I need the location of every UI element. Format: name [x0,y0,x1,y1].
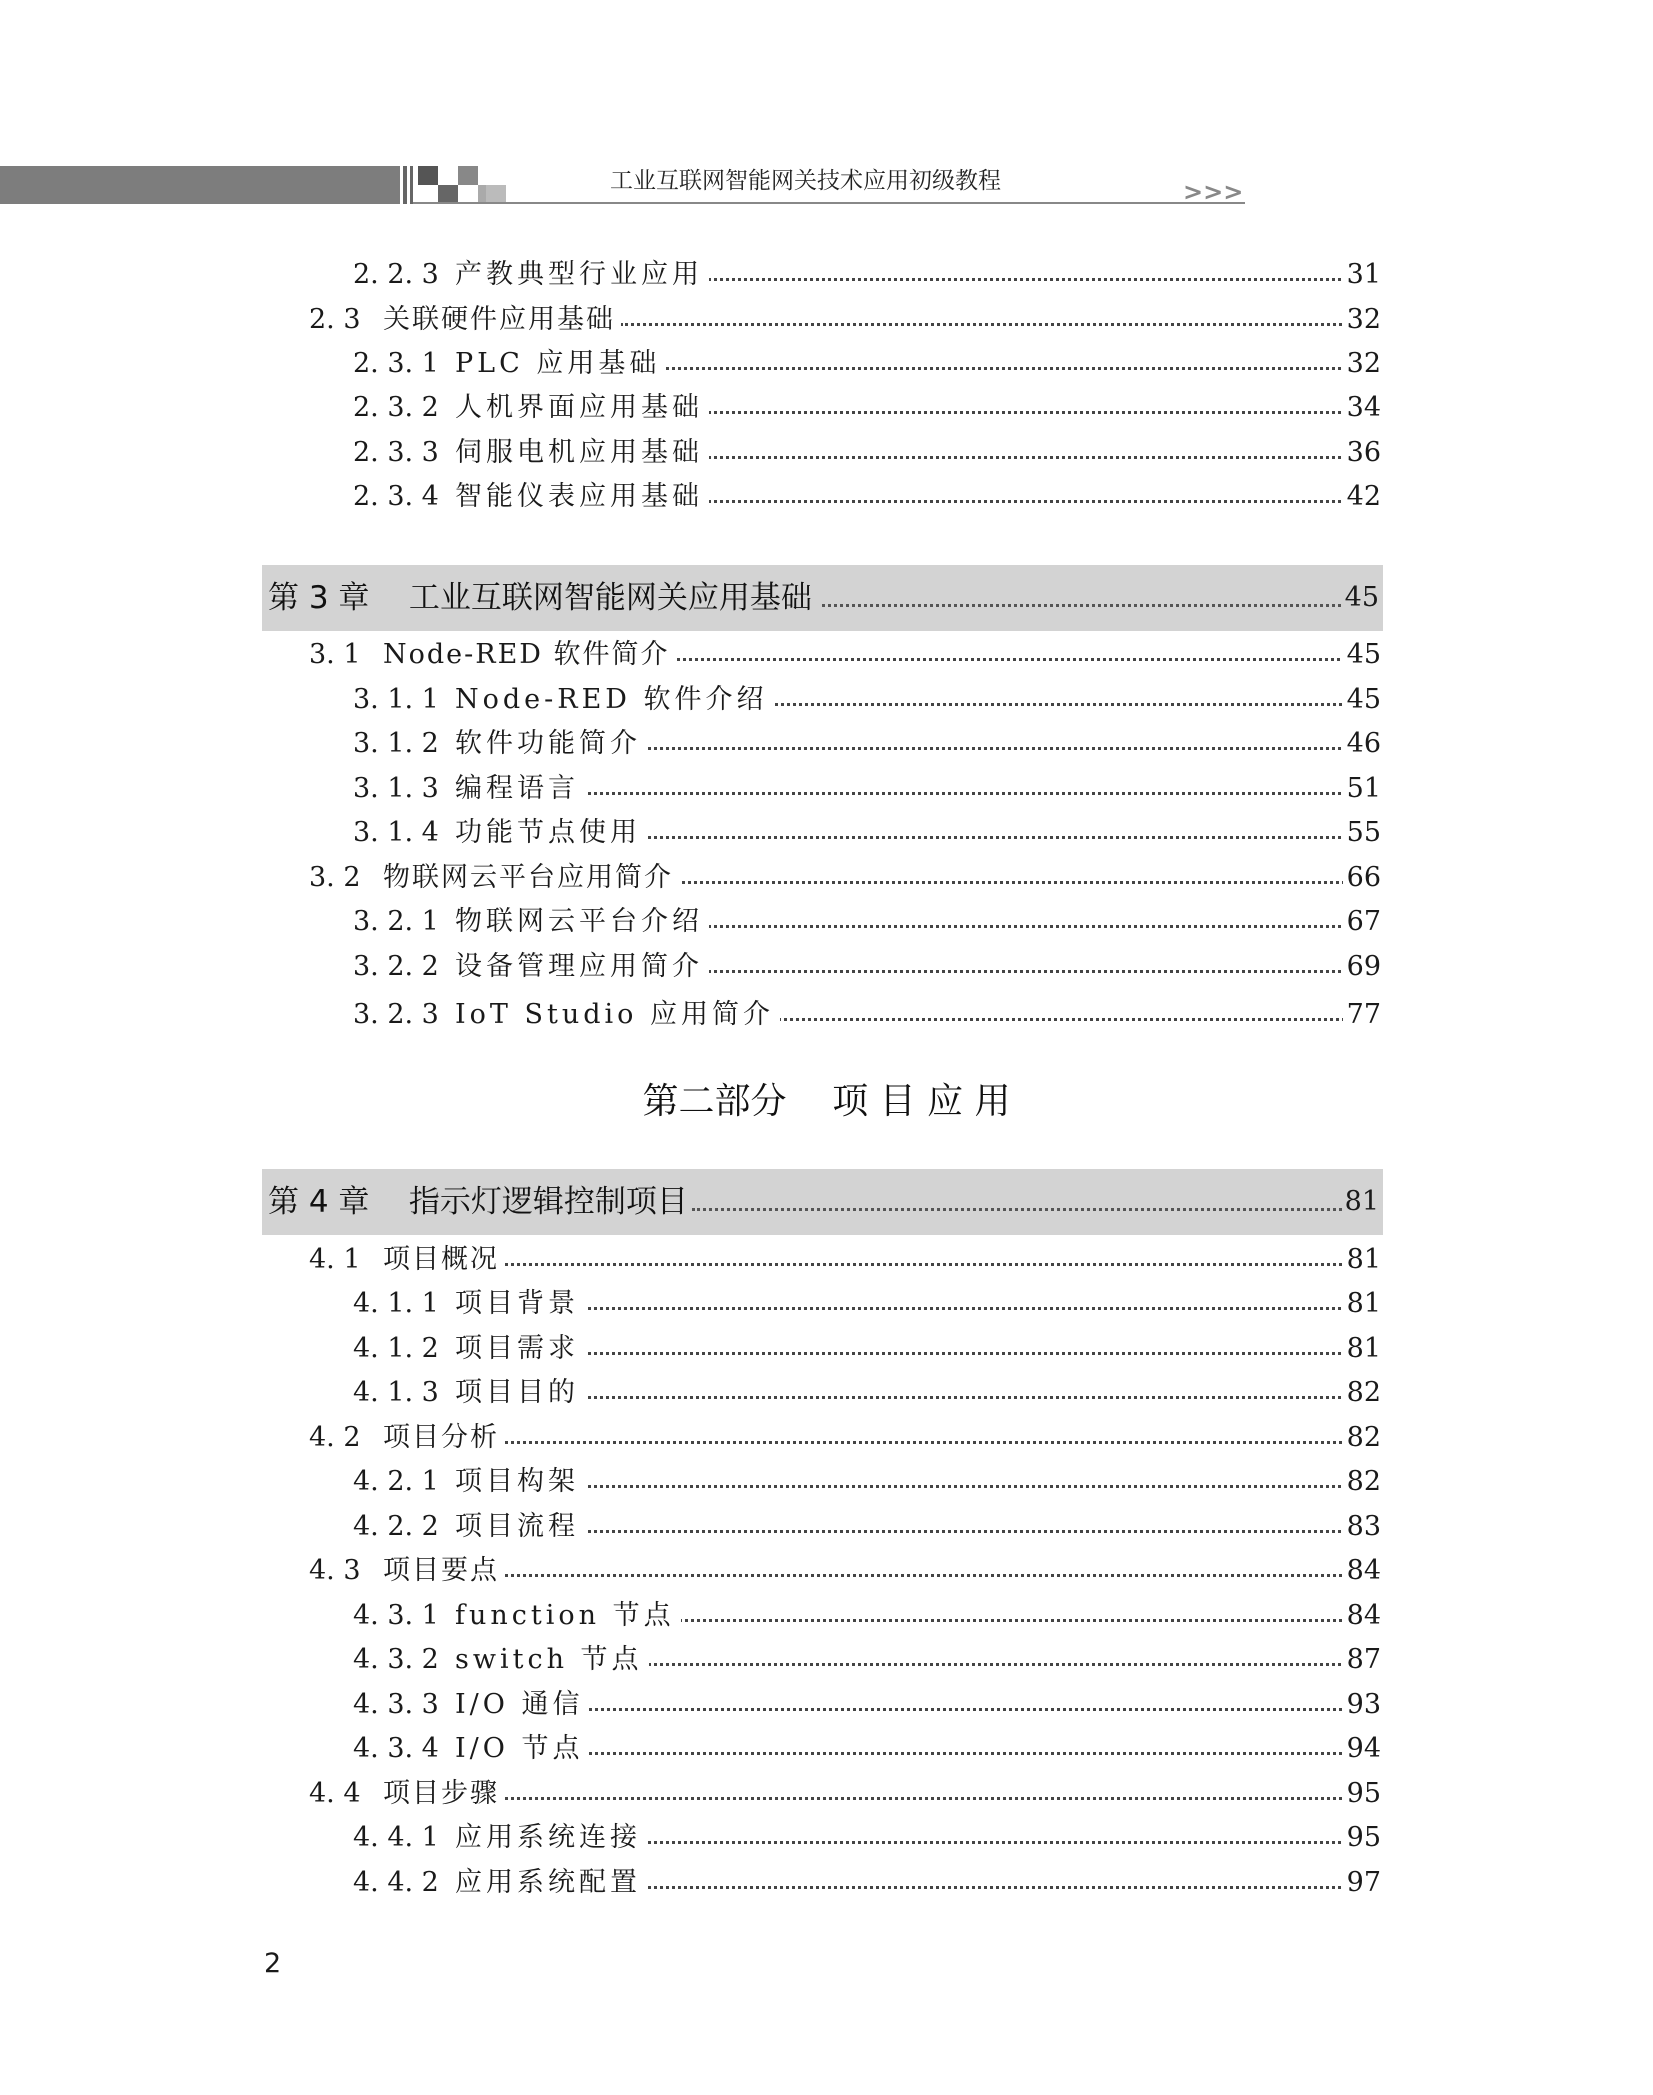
dot-leader [630,1841,1353,1844]
section-number: 4. 3. 4 [353,1733,439,1764]
section-number: 4. 3. 3 [353,1689,439,1720]
toc-entry[interactable] [0,858,1653,898]
toc-entry[interactable] [0,1596,1653,1636]
toc-entry[interactable] [0,1640,1653,1680]
dot-leader [500,1263,1353,1266]
section-number: 3. 2 [309,862,361,893]
toc-entry[interactable] [0,1462,1653,1502]
toc-entry[interactable] [0,1418,1653,1458]
page-number: 81 [1343,1329,1381,1369]
section-number: 4. 3. 1 [353,1600,439,1631]
page-number: 55 [1343,813,1381,853]
page-number: 31 [1343,255,1381,295]
section-title: 物联网云平台应用简介 [383,858,679,898]
section-number: 2. 3. 2 [353,392,439,423]
dot-leader [822,604,1347,607]
toc-entry[interactable] [0,1729,1653,1769]
section-title: 物联网云平台介绍 [455,902,709,942]
dot-leader [630,747,1353,750]
dot-leader [675,881,1353,884]
page-number: 81 [1342,1169,1379,1235]
header-bar [0,166,400,204]
section-number: 4. 3 [309,1555,361,1586]
section-title: 软件功能简介 [455,724,647,764]
section-title: 项目分析 [383,1418,505,1458]
running-header-title: 工业互联网智能网关技术应用初级教程 [610,168,1001,194]
toc-entry[interactable] [0,1551,1653,1591]
dot-leader [500,1574,1353,1577]
section-number: 2. 2. 3 [353,259,439,290]
arrows-icon [1183,180,1243,204]
dot-leader [595,1663,1353,1666]
svg-text:>>>: >>> [1183,180,1243,204]
dot-leader [575,1530,1353,1533]
page-number: 46 [1343,724,1381,764]
dot-leader [710,703,1353,706]
section-number: 3. 2. 3 [353,999,439,1030]
toc-entry[interactable] [0,1329,1653,1369]
page-number: 34 [1343,388,1381,428]
page-number: 45 [1342,565,1379,631]
section-title: 伺服电机应用基础 [455,433,709,473]
page-number: 95 [1343,1818,1381,1858]
toc-entry[interactable] [0,433,1653,473]
dot-leader [690,500,1353,503]
page-number: 67 [1343,902,1381,942]
chapter-title: 第 3 章 工业互联网智能网关应用基础 [268,565,816,631]
page-number: 32 [1343,344,1381,384]
section-number: 3. 1. 3 [353,773,439,804]
dot-leader [560,1752,1353,1755]
page-number: 95 [1343,1774,1381,1814]
page-number: 84 [1343,1596,1381,1636]
toc-entry[interactable] [0,947,1653,987]
section-title: 项目构架 [455,1462,585,1502]
toc-entry[interactable] [0,995,1653,1035]
page-number: 82 [1343,1373,1381,1413]
section-title: IoT Studio 应用简介 [455,995,780,1035]
section-number: 2. 3 [309,304,361,335]
dot-leader [630,1886,1353,1889]
toc-entry[interactable] [0,1507,1653,1547]
section-title: 项目目的 [455,1373,585,1413]
dot-leader [690,925,1353,928]
dot-leader [500,1441,1353,1444]
section-number: 4. 2. 1 [353,1466,439,1497]
dot-leader [705,1018,1353,1021]
toc-entry[interactable] [0,1685,1653,1725]
section-title: 产教典型行业应用 [455,255,709,295]
section-title: I/O 节点 [455,1729,589,1769]
dot-leader [620,1619,1353,1622]
section-title: switch 节点 [455,1640,649,1680]
page-number: 45 [1343,680,1381,720]
page-number: 81 [1343,1284,1381,1324]
page-number: 45 [1343,635,1381,675]
part-heading: 第二部分 项 目 应 用 [642,1081,1011,1122]
toc-entry[interactable] [0,902,1653,942]
toc-entry[interactable] [0,388,1653,428]
dot-leader [640,658,1353,661]
section-title: 项目流程 [455,1507,585,1547]
section-title: 关联硬件应用基础 [383,300,621,340]
dot-leader [500,1797,1353,1800]
page-number: 83 [1343,1507,1381,1547]
page-number: 51 [1343,769,1381,809]
section-title: PLC 应用基础 [455,344,666,384]
toc-entry[interactable] [0,724,1653,764]
page-number: 87 [1343,1640,1381,1680]
toc-entry[interactable] [0,1373,1653,1413]
toc-entry[interactable] [0,344,1653,384]
toc-entry[interactable] [0,300,1653,340]
dot-leader [575,1396,1353,1399]
dot-leader [575,792,1353,795]
section-title: 设备管理应用简介 [455,947,709,987]
page-number: 36 [1343,433,1381,473]
page-number: 32 [1343,300,1381,340]
chapter-title: 第 4 章 指示灯逻辑控制项目 [268,1169,692,1235]
section-number: 4. 2. 2 [353,1511,439,1542]
section-title: 智能仪表应用基础 [455,477,709,517]
toc-entry[interactable] [0,1240,1653,1280]
page-number: 93 [1343,1685,1381,1725]
toc-entry[interactable] [0,1284,1653,1324]
page-number: 82 [1343,1418,1381,1458]
section-title: 编程语言 [455,769,585,809]
toc-entry[interactable] [0,1818,1653,1858]
page-folio: 2 [264,1948,282,1979]
section-number: 4. 2 [309,1422,361,1453]
toc-entry[interactable] [0,635,1653,675]
header-rule [413,202,1245,204]
section-title: 应用系统配置 [455,1863,647,1903]
page-number: 77 [1343,995,1381,1035]
chapter-heading[interactable] [262,1169,1383,1235]
toc-entry[interactable] [0,680,1653,720]
page-number: 97 [1343,1863,1381,1903]
dot-leader [690,278,1353,281]
section-number: 2. 3. 4 [353,481,439,512]
toc-entry[interactable] [0,477,1653,517]
section-number: 3. 1. 1 [353,684,439,715]
section-title: I/O 通信 [455,1685,589,1725]
dot-leader [560,1708,1353,1711]
page-number: 82 [1343,1462,1381,1502]
dot-leader [575,1307,1353,1310]
dot-leader [692,1208,1347,1211]
page-number: 84 [1343,1551,1381,1591]
section-number: 4. 1 [309,1244,361,1275]
dot-leader [690,970,1353,973]
section-number: 3. 2. 2 [353,951,439,982]
dot-leader [575,1485,1353,1488]
section-title: Node-RED 软件简介 [383,635,676,675]
dot-leader [630,367,1353,370]
dot-leader [690,456,1353,459]
toc-entry[interactable] [0,813,1653,853]
header-divider [403,166,407,204]
page-number: 42 [1343,477,1381,517]
section-title: 项目需求 [455,1329,585,1369]
section-number: 2. 3. 1 [353,348,439,379]
section-number: 4. 4 [309,1778,361,1809]
section-number: 4. 4. 2 [353,1867,439,1898]
section-title: Node-RED 软件介绍 [455,680,774,720]
section-number: 3. 1. 4 [353,817,439,848]
page-number: 81 [1343,1240,1381,1280]
page-number: 94 [1343,1729,1381,1769]
header-checker [418,166,438,185]
toc-entry[interactable] [0,1774,1653,1814]
toc-entry[interactable] [0,1863,1653,1903]
dot-leader [620,323,1353,326]
section-number: 4. 4. 1 [353,1822,439,1853]
section-title: 项目背景 [455,1284,585,1324]
section-title: function 节点 [455,1596,681,1636]
dot-leader [690,411,1353,414]
section-number: 2. 3. 3 [353,437,439,468]
toc-entry[interactable] [0,255,1653,295]
section-number: 4. 1. 3 [353,1377,439,1408]
toc-entry[interactable] [0,769,1653,809]
page-number: 69 [1343,947,1381,987]
section-number: 4. 1. 1 [353,1288,439,1319]
section-number: 4. 3. 2 [353,1644,439,1675]
section-number: 3. 2. 1 [353,906,439,937]
section-number: 4. 1. 2 [353,1333,439,1364]
dot-leader [630,836,1353,839]
page-number: 66 [1343,858,1381,898]
header-divider [410,166,413,204]
section-title: 项目步骤 [383,1774,505,1814]
section-title: 功能节点使用 [455,813,647,853]
chapter-heading[interactable] [262,565,1383,631]
section-title: 项目概况 [383,1240,505,1280]
header-checker [458,166,478,185]
section-title: 应用系统连接 [455,1818,647,1858]
section-number: 3. 1 [309,639,361,670]
section-title: 项目要点 [383,1551,505,1591]
section-title: 人机界面应用基础 [455,388,709,428]
section-number: 3. 1. 2 [353,728,439,759]
dot-leader [575,1352,1353,1355]
